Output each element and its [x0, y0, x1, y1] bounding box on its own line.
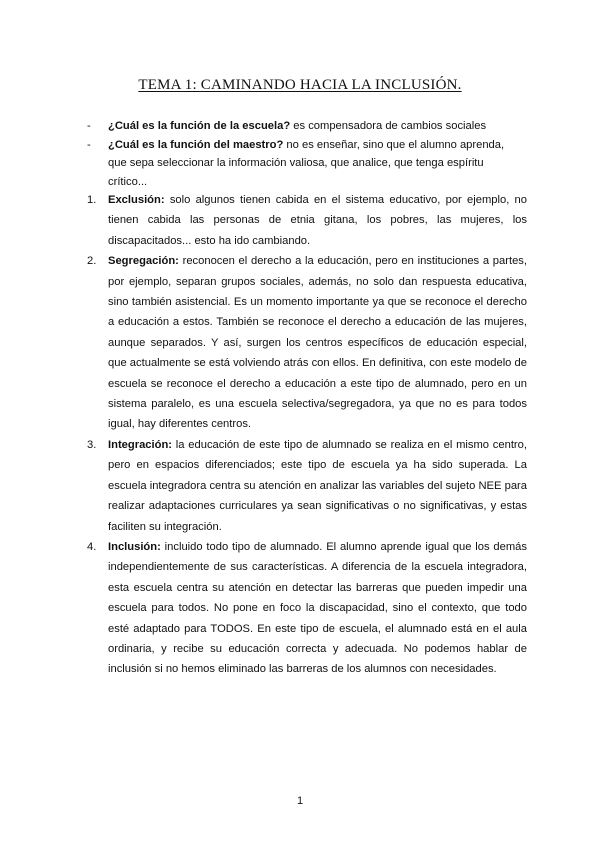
item-text: la educación de este tipo de alumnado se realiza en el mismo centro, pero en espacios diferenciados; este tipo de escuela ya ha sido superada. La escuela integradora centra su atención en analizar las variables del sujeto NEE para realizar adaptaciones curriculares ya sean significativas o no significativas, y estas faciliten su integración. [108, 438, 527, 533]
item-body [108, 190, 527, 251]
item-term: Segregación: [108, 255, 179, 268]
question-text: ¿Cuál es la función de la escuela? [108, 120, 291, 132]
item-body [108, 251, 527, 435]
list-dash: - [87, 138, 91, 151]
item-term: Exclusión: [108, 194, 165, 206]
item-number: 3. [87, 438, 97, 451]
question-text: ¿Cuál es la función del maestro? [108, 138, 284, 151]
list-item-integration [87, 435, 527, 537]
question-answer: es compensadora de cambios sociales [290, 120, 487, 132]
item-text: solo algunos tienen cabida en el sistema educativo, por ejemplo, no tienen cabida las personas de etnia gitana, los pobres, las mujeres, los discapacitados... esto ha ido cambiando. [108, 194, 527, 247]
question-item [87, 117, 517, 136]
item-text: reconocen el derecho a la educación, pero en instituciones a partes, por ejemplo, separan grupos sociales, además, no solo dan respuesta educativa, sino también asistencial. Es un momento importante ya que se reconoce el derecho a educación a estos. También se reconoce el derecho a educación de las mujeres, aunque separados. Y así, surgen los centros específicos de educación especial, que actualmente se está volviendo atrás con ellos. En definitiva, con este modelo de escuela se reconoce el derecho a educación a este tipo de alumnado, pero en un sistema paralelo, es una escuela selectiva/segregadora, ya que no es para todos igual, hay diferentes centros. [108, 255, 527, 431]
page-number: 1 [296, 795, 304, 807]
item-text: incluido todo tipo de alumnado. El alumno aprende igual que los demás independientemente de sus características. A diferencia de la escuela integradora, esta escuela centra su atención en detectar las barreras que pueden impedir una escuela para todos. No pone en foco la discapacidad, sino el contexto, que todo esté adaptado para TODOS. En este tipo de escuela, el alumnado está en el aula ordinaria, y recibe su educación correcta y adecuada. No podemos hablar de inclusión si no hemos eliminado las barreras de los alumnos con necesidades. [108, 540, 527, 676]
question-list [87, 117, 517, 191]
item-body [108, 537, 527, 680]
question-body [108, 136, 517, 192]
question-item [87, 136, 517, 192]
item-number: 1. [87, 194, 97, 206]
page-title: TEMA 1: CAMINANDO HACIA LA INCLUSIÓN. [138, 77, 462, 93]
question-answer: no es enseñar, sino que el alumno aprenda, que sepa seleccionar la información valiosa, que analice, que tenga espíritu crítico... [108, 138, 505, 188]
item-body [108, 435, 527, 537]
list-item-segregation [87, 251, 527, 435]
list-dash: - [87, 120, 91, 132]
list-item-exclusion [87, 190, 527, 251]
item-number: 4. [87, 540, 97, 553]
item-number: 2. [87, 255, 97, 268]
model-list [87, 190, 527, 680]
list-item-inclusion [87, 537, 527, 680]
question-body [108, 117, 517, 136]
item-term: Inclusión: [108, 540, 161, 553]
item-term: Integración: [108, 438, 173, 451]
